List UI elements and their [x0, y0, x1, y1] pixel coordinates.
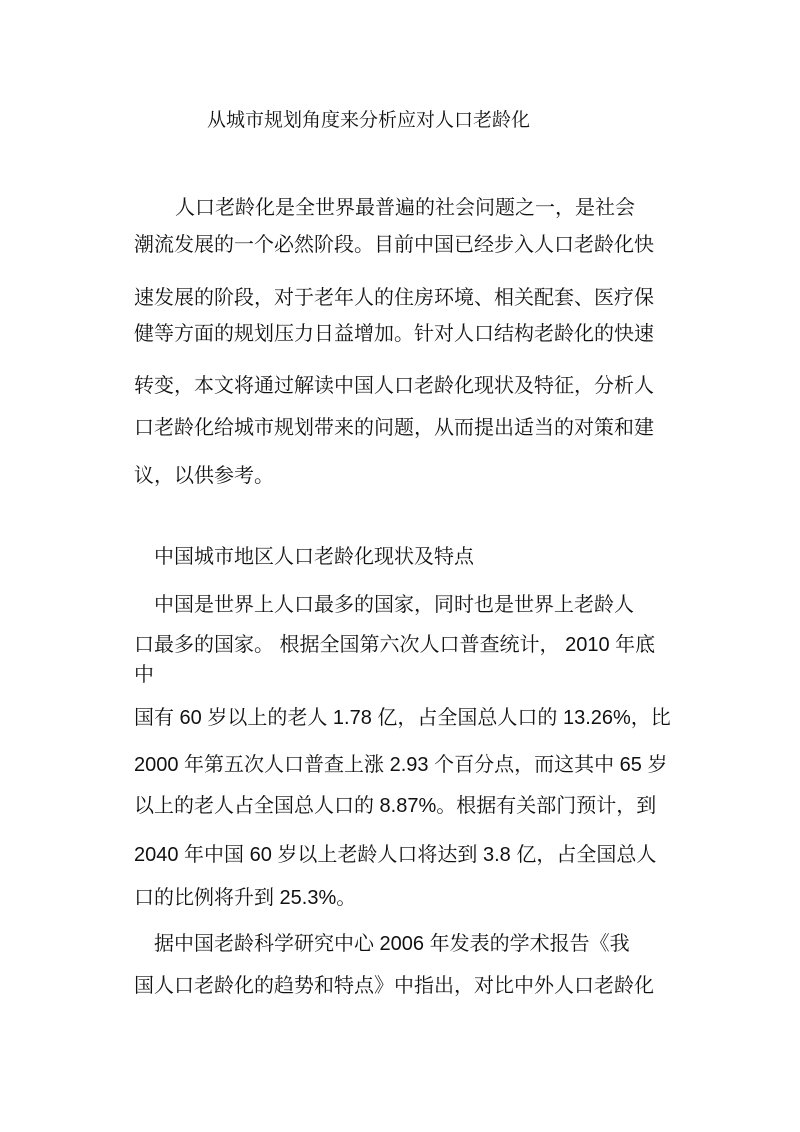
section-line-8: 口的比例将升到 25.3%。	[134, 887, 357, 909]
section-line-4: 国有 60 岁以上的老人 1.78 亿，占全国总人口的 13.26%，比	[134, 707, 671, 729]
section-line-5: 2000 年第五次人口普查上涨 2.93 个百分点，而这其中 65 岁	[134, 754, 668, 776]
document-title: 从城市规划角度来分析应对人口老龄化	[207, 109, 531, 131]
section-line-6: 以上的老人占全国总人口的 8.87%。根据有关部门预计，到	[134, 795, 657, 817]
section-line-9: 据中国老龄科学研究中心 2006 年发表的学术报告《我	[154, 933, 630, 955]
intro-line-7: 议，以供参考。	[134, 463, 274, 487]
section-line-3: 中	[134, 662, 154, 686]
intro-line-6: 口老龄化给城市规划带来的问题，从而提出适当的对策和建	[134, 415, 654, 439]
intro-line-2: 潮流发展的一个必然阶段。目前中国已经步入人口老龄化快	[134, 232, 654, 256]
section-line-10: 国人口老龄化的趋势和特点》中指出，对比中外人口老龄化	[134, 973, 654, 997]
intro-line-3: 速发展的阶段，对于老年人的住房环境、相关配套、医疗保	[134, 285, 654, 309]
section-line-2: 口最多的国家。 根据全国第六次人口普查统计， 2010 年底	[134, 634, 656, 656]
intro-line-4: 健等方面的规划压力日益增加。针对人口结构老龄化的快速	[134, 321, 654, 345]
section-line-1: 中国是世界上人口最多的国家，同时也是世界上老龄人	[154, 592, 634, 616]
intro-line-5: 转变，本文将通过解读中国人口老龄化现状及特征，分析人	[134, 373, 654, 397]
section-heading: 中国城市地区人口老龄化现状及特点	[154, 544, 474, 568]
section-line-7: 2040 年中国 60 岁以上老龄人口将达到 3.8 亿，占全国总人	[134, 844, 657, 866]
intro-line-1: 人口老龄化是全世界最普遍的社会问题之一，是社会	[175, 195, 635, 219]
